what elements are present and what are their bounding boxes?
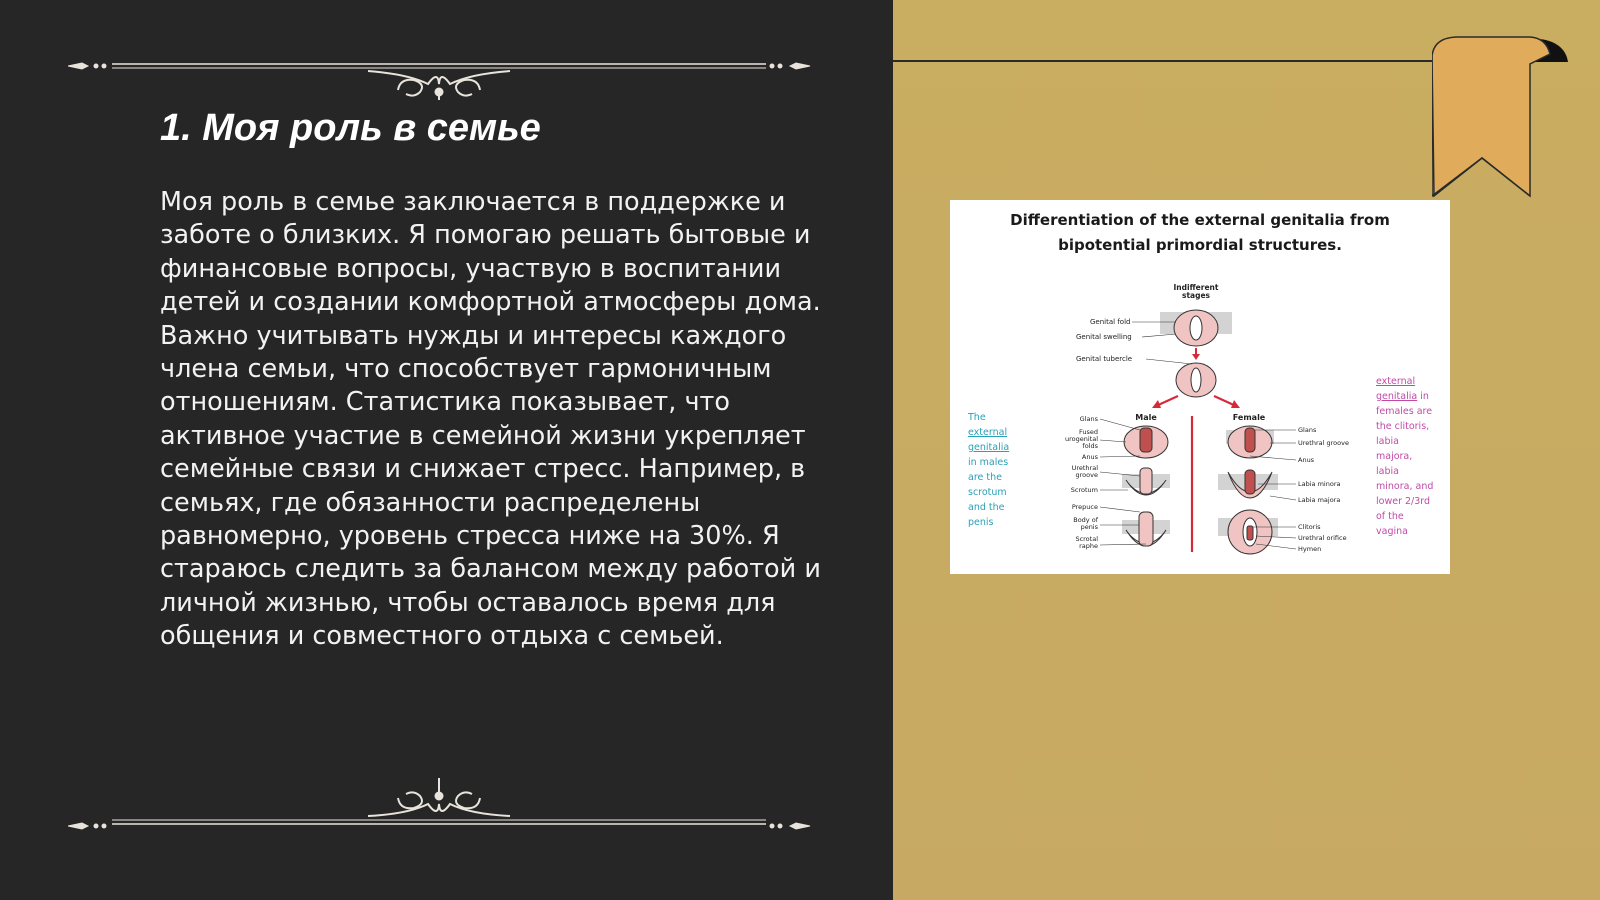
note-female bbox=[1376, 374, 1436, 539]
male-stage-3 bbox=[1122, 512, 1170, 546]
female-label-urethral-orifice: Urethral orifice bbox=[1298, 534, 1347, 542]
stages-label: stages bbox=[1181, 291, 1211, 300]
female-label-hymen: Hymen bbox=[1298, 545, 1322, 553]
male-label-scrotal: Scrotal bbox=[1075, 535, 1098, 543]
slide-title: 1. Моя роль в семье bbox=[160, 107, 541, 149]
male-label-anus: Anus bbox=[1081, 453, 1098, 461]
label-genital-swelling: Genital swelling bbox=[1076, 333, 1132, 341]
male-label-urogenital: urogenital bbox=[1064, 435, 1098, 443]
male-label-fused: Fused bbox=[1078, 428, 1098, 436]
female-label-labia-majora: Labia majora bbox=[1298, 496, 1341, 504]
indifferent-label: Indifferent bbox=[1173, 283, 1219, 292]
label-genital-tubercle: Genital tubercle bbox=[1076, 355, 1133, 363]
label-genital-fold: Genital fold bbox=[1090, 318, 1131, 326]
note-female-post: in females are the clitoris, labia majora, labia minora, and lower 2/3rd of the vagina bbox=[1376, 391, 1434, 537]
male-label-urethral: Urethral bbox=[1071, 464, 1098, 472]
female-stage-3 bbox=[1218, 510, 1278, 554]
male-label-prepuce: Prepuce bbox=[1071, 503, 1098, 511]
note-male-link[interactable]: external genitalia bbox=[968, 427, 1010, 453]
male-heading: Male bbox=[1135, 413, 1157, 422]
female-label-glans: Glans bbox=[1298, 426, 1317, 434]
male-label-raphe: raphe bbox=[1079, 542, 1098, 550]
male-stage-1 bbox=[1124, 426, 1168, 458]
male-stage-2 bbox=[1122, 468, 1170, 495]
male-label-body-of: Body of bbox=[1073, 516, 1098, 524]
female-label-clitoris: Clitoris bbox=[1298, 523, 1321, 531]
ornament-divider-top bbox=[68, 40, 824, 100]
diagram-figure bbox=[950, 200, 1450, 574]
genitalia-diagram bbox=[950, 200, 1450, 574]
figure-title-line-2: bipotential primordial structures. bbox=[1058, 236, 1342, 254]
male-label-penis: penis bbox=[1080, 523, 1098, 531]
male-label-glans: Glans bbox=[1079, 415, 1098, 423]
slide-body-text: Моя роль в семье заключается в поддержке и заботе о близких. Я помогаю решать бытовые и финансовые вопросы, участвую в воспитании детей и создании комфортной атмосферы дома. Важно учитывать нужды и интересы каждого члена семьи, что способствует гармоничным отношениям. Статистика показывает, что активное участие в семейной жизни укрепляет семейные связи и снижает стресс. Например, в семьях, где обязанности распределены равномерно, уровень стресса ниже на 30%. Я стараюсь следить за балансом между работой и личной жизнью, чтобы оставалось время для общения и совместного отдыха с семьей. bbox=[160, 187, 821, 652]
female-label-labia-minora: Labia minora bbox=[1298, 480, 1341, 488]
note-male-pre: The bbox=[968, 412, 986, 423]
bookmark-ribbon-icon bbox=[1432, 36, 1582, 202]
female-label-urethral-groove: Urethral groove bbox=[1298, 439, 1349, 447]
ornament-divider-bottom bbox=[68, 770, 824, 830]
figure-title-line-1: Differentiation of the external genitalia from bbox=[1010, 211, 1390, 229]
male-label-scrotum: Scrotum bbox=[1070, 486, 1098, 494]
divider-line bbox=[893, 60, 1433, 62]
female-label-anus: Anus bbox=[1298, 456, 1315, 464]
note-male-post: in males are the scrotum and the penis bbox=[968, 457, 1009, 528]
male-label-folds: folds bbox=[1082, 442, 1098, 450]
male-label-groove: groove bbox=[1075, 471, 1098, 479]
female-stage-1 bbox=[1226, 426, 1274, 458]
note-male bbox=[968, 410, 1020, 530]
note-female-link[interactable]: external genitalia bbox=[1376, 376, 1418, 402]
female-heading: Female bbox=[1232, 413, 1266, 422]
